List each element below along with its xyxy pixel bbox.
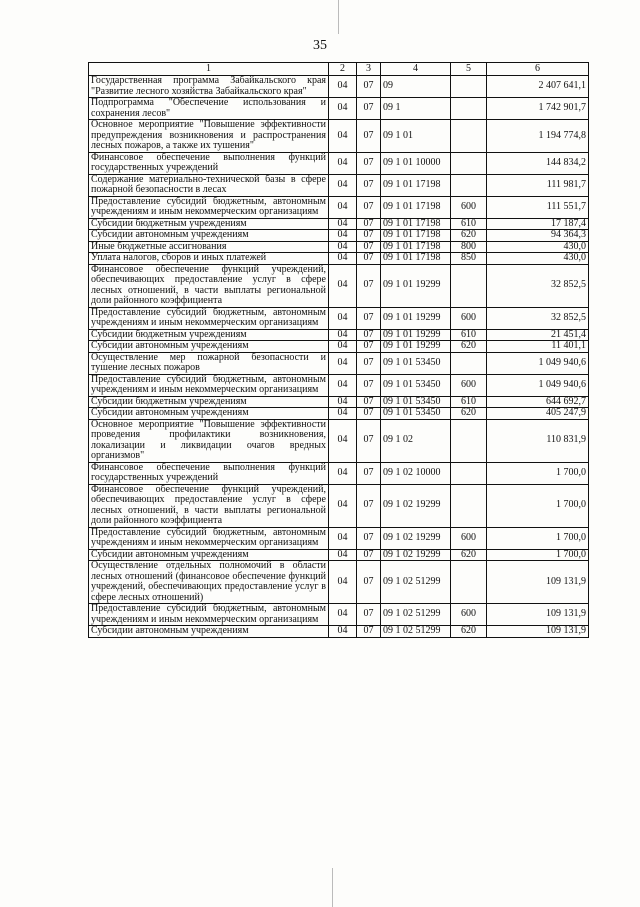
table-row xyxy=(89,352,589,374)
cell-rz: 04 xyxy=(329,419,357,462)
page-number: 35 xyxy=(313,38,327,53)
cell-name: Осуществление мер пожарной безопасности и тушение лесных пожаров xyxy=(89,352,329,374)
cell-name: Предоставление субсидий бюджетным, автономным учреждениям и иным некоммерческим организациям xyxy=(89,307,329,329)
cell-csr: 09 1 01 19299 xyxy=(381,264,451,307)
table-row xyxy=(89,484,589,527)
cell-csr: 09 1 02 19299 xyxy=(381,549,451,561)
cell-vr xyxy=(451,152,487,174)
cell-vr xyxy=(451,561,487,604)
header-col-3: 3 xyxy=(357,63,381,76)
cell-rz: 04 xyxy=(329,374,357,396)
table-row xyxy=(89,626,589,638)
cell-pr: 07 xyxy=(357,341,381,353)
scan-artifact-top xyxy=(338,0,339,34)
table-row xyxy=(89,549,589,561)
cell-sum: 1 742 901,7 xyxy=(487,98,589,120)
cell-vr: 610 xyxy=(451,329,487,341)
header-col-4: 4 xyxy=(381,63,451,76)
cell-sum: 144 834,2 xyxy=(487,152,589,174)
table-row xyxy=(89,396,589,408)
table-row xyxy=(89,76,589,98)
cell-sum: 111 551,7 xyxy=(487,196,589,218)
table-row xyxy=(89,329,589,341)
cell-rz: 04 xyxy=(329,527,357,549)
header-col-2: 2 xyxy=(329,63,357,76)
cell-csr: 09 1 01 17198 xyxy=(381,253,451,265)
cell-name: Государственная программа Забайкальского края "Развитие лесного хозяйства Забайкальского края" xyxy=(89,76,329,98)
table-row xyxy=(89,604,589,626)
cell-pr: 07 xyxy=(357,626,381,638)
cell-sum: 1 194 774,8 xyxy=(487,120,589,153)
cell-name: Финансовое обеспечение выполнения функций государственных учреждений xyxy=(89,462,329,484)
table-row xyxy=(89,341,589,353)
header-col-1: 1 xyxy=(89,63,329,76)
cell-pr: 07 xyxy=(357,396,381,408)
cell-csr: 09 1 01 53450 xyxy=(381,396,451,408)
cell-vr xyxy=(451,174,487,196)
cell-name: Подпрограмма "Обеспечение использования и сохранения лесов" xyxy=(89,98,329,120)
cell-csr: 09 1 02 10000 xyxy=(381,462,451,484)
cell-pr: 07 xyxy=(357,253,381,265)
cell-name: Иные бюджетные ассигнования xyxy=(89,241,329,253)
cell-pr: 07 xyxy=(357,549,381,561)
cell-csr: 09 1 01 53450 xyxy=(381,352,451,374)
table-body xyxy=(89,76,589,638)
cell-sum: 1 700,0 xyxy=(487,549,589,561)
cell-name: Финансовое обеспечение функций учреждений, обеспечивающих предоставление услуг в сфере лесных отношений, в части выплаты региональной доли районного коэффициента xyxy=(89,484,329,527)
cell-sum: 32 852,5 xyxy=(487,264,589,307)
cell-pr: 07 xyxy=(357,419,381,462)
table-row xyxy=(89,253,589,265)
cell-rz: 04 xyxy=(329,352,357,374)
cell-rz: 04 xyxy=(329,396,357,408)
cell-rz: 04 xyxy=(329,408,357,420)
cell-vr: 600 xyxy=(451,307,487,329)
cell-csr: 09 1 xyxy=(381,98,451,120)
cell-vr: 800 xyxy=(451,241,487,253)
cell-csr: 09 1 02 51299 xyxy=(381,561,451,604)
cell-pr: 07 xyxy=(357,307,381,329)
cell-vr: 610 xyxy=(451,396,487,408)
cell-rz: 04 xyxy=(329,264,357,307)
table-row xyxy=(89,196,589,218)
cell-csr: 09 1 01 xyxy=(381,120,451,153)
cell-pr: 07 xyxy=(357,152,381,174)
cell-csr: 09 1 02 19299 xyxy=(381,527,451,549)
cell-rz: 04 xyxy=(329,120,357,153)
cell-pr: 07 xyxy=(357,241,381,253)
cell-pr: 07 xyxy=(357,462,381,484)
cell-sum: 1 049 940,6 xyxy=(487,352,589,374)
cell-name: Субсидии бюджетным учреждениям xyxy=(89,218,329,230)
table-row xyxy=(89,408,589,420)
cell-name: Субсидии автономным учреждениям xyxy=(89,408,329,420)
cell-pr: 07 xyxy=(357,527,381,549)
table-row xyxy=(89,218,589,230)
cell-name: Финансовое обеспечение функций учреждений, обеспечивающих предоставление услуг в сфере лесных отношений, в части выплаты региональной доли районного коэффициента xyxy=(89,264,329,307)
cell-vr: 850 xyxy=(451,253,487,265)
cell-sum: 1 700,0 xyxy=(487,484,589,527)
cell-sum: 111 981,7 xyxy=(487,174,589,196)
cell-vr xyxy=(451,76,487,98)
cell-pr: 07 xyxy=(357,408,381,420)
cell-pr: 07 xyxy=(357,484,381,527)
cell-pr: 07 xyxy=(357,561,381,604)
cell-csr: 09 1 02 19299 xyxy=(381,484,451,527)
cell-name: Субсидии автономным учреждениям xyxy=(89,341,329,353)
cell-csr: 09 1 01 17198 xyxy=(381,230,451,242)
table-row xyxy=(89,264,589,307)
cell-pr: 07 xyxy=(357,174,381,196)
cell-sum: 1 700,0 xyxy=(487,462,589,484)
cell-pr: 07 xyxy=(357,374,381,396)
cell-vr xyxy=(451,462,487,484)
cell-name: Основное мероприятие "Повышение эффективности предупреждения возникновения и распространения лесных пожаров, а также их тушения" xyxy=(89,120,329,153)
cell-csr: 09 1 01 17198 xyxy=(381,174,451,196)
cell-vr xyxy=(451,352,487,374)
cell-sum: 1 700,0 xyxy=(487,527,589,549)
cell-csr: 09 1 01 17198 xyxy=(381,218,451,230)
cell-name: Субсидии автономным учреждениям xyxy=(89,230,329,242)
cell-name: Предоставление субсидий бюджетным, автономным учреждениям и иным некоммерческим организациям xyxy=(89,604,329,626)
header-row xyxy=(89,63,589,76)
table-row xyxy=(89,462,589,484)
cell-csr: 09 1 01 53450 xyxy=(381,408,451,420)
cell-vr: 620 xyxy=(451,341,487,353)
cell-vr: 620 xyxy=(451,549,487,561)
header-col-6: 6 xyxy=(487,63,589,76)
cell-sum: 430,0 xyxy=(487,253,589,265)
table-row xyxy=(89,241,589,253)
cell-sum: 644 692,7 xyxy=(487,396,589,408)
cell-sum: 109 131,9 xyxy=(487,626,589,638)
cell-pr: 07 xyxy=(357,230,381,242)
cell-sum: 2 407 641,1 xyxy=(487,76,589,98)
cell-sum: 21 451,4 xyxy=(487,329,589,341)
budget-table xyxy=(88,62,589,638)
cell-vr: 620 xyxy=(451,626,487,638)
cell-csr: 09 1 01 19299 xyxy=(381,341,451,353)
cell-pr: 07 xyxy=(357,329,381,341)
cell-sum: 109 131,9 xyxy=(487,561,589,604)
cell-rz: 04 xyxy=(329,341,357,353)
cell-sum: 110 831,9 xyxy=(487,419,589,462)
cell-csr: 09 1 01 19299 xyxy=(381,329,451,341)
cell-vr: 620 xyxy=(451,408,487,420)
cell-rz: 04 xyxy=(329,626,357,638)
cell-rz: 04 xyxy=(329,329,357,341)
table-row xyxy=(89,527,589,549)
cell-pr: 07 xyxy=(357,352,381,374)
cell-pr: 07 xyxy=(357,218,381,230)
cell-name: Предоставление субсидий бюджетным, автономным учреждениям и иным некоммерческим организациям xyxy=(89,527,329,549)
cell-rz: 04 xyxy=(329,98,357,120)
cell-rz: 04 xyxy=(329,604,357,626)
cell-rz: 04 xyxy=(329,253,357,265)
cell-name: Уплата налогов, сборов и иных платежей xyxy=(89,253,329,265)
cell-rz: 04 xyxy=(329,561,357,604)
cell-csr: 09 1 01 53450 xyxy=(381,374,451,396)
cell-sum: 17 187,4 xyxy=(487,218,589,230)
cell-csr: 09 1 02 51299 xyxy=(381,626,451,638)
table-row xyxy=(89,561,589,604)
cell-rz: 04 xyxy=(329,241,357,253)
cell-vr: 600 xyxy=(451,374,487,396)
scan-artifact-bottom xyxy=(332,868,333,907)
table-row xyxy=(89,98,589,120)
cell-rz: 04 xyxy=(329,549,357,561)
cell-rz: 04 xyxy=(329,152,357,174)
cell-name: Основное мероприятие "Повышение эффективности проведения профилактики возникновения, локализации и ликвидации очагов вредных организмов" xyxy=(89,419,329,462)
cell-sum: 11 401,1 xyxy=(487,341,589,353)
cell-vr: 620 xyxy=(451,230,487,242)
cell-pr: 07 xyxy=(357,76,381,98)
cell-sum: 430,0 xyxy=(487,241,589,253)
cell-rz: 04 xyxy=(329,462,357,484)
cell-vr xyxy=(451,98,487,120)
table-row xyxy=(89,174,589,196)
cell-vr: 610 xyxy=(451,218,487,230)
cell-name: Субсидии автономным учреждениям xyxy=(89,626,329,638)
cell-name: Содержание материально-технической базы в сфере пожарной безопасности в лесах xyxy=(89,174,329,196)
header-col-5: 5 xyxy=(451,63,487,76)
table-row xyxy=(89,120,589,153)
cell-rz: 04 xyxy=(329,174,357,196)
cell-rz: 04 xyxy=(329,307,357,329)
cell-pr: 07 xyxy=(357,98,381,120)
cell-name: Субсидии автономным учреждениям xyxy=(89,549,329,561)
cell-rz: 04 xyxy=(329,230,357,242)
cell-name: Предоставление субсидий бюджетным, автономным учреждениям и иным некоммерческим организациям xyxy=(89,374,329,396)
table-row xyxy=(89,230,589,242)
cell-pr: 07 xyxy=(357,120,381,153)
cell-rz: 04 xyxy=(329,196,357,218)
cell-csr: 09 1 01 19299 xyxy=(381,307,451,329)
cell-name: Финансовое обеспечение выполнения функций государственных учреждений xyxy=(89,152,329,174)
table-row xyxy=(89,419,589,462)
cell-vr: 600 xyxy=(451,196,487,218)
cell-csr: 09 1 01 17198 xyxy=(381,196,451,218)
cell-vr xyxy=(451,484,487,527)
cell-sum: 109 131,9 xyxy=(487,604,589,626)
cell-vr xyxy=(451,419,487,462)
cell-pr: 07 xyxy=(357,264,381,307)
cell-csr: 09 1 01 17198 xyxy=(381,241,451,253)
cell-vr: 600 xyxy=(451,604,487,626)
table-row xyxy=(89,152,589,174)
cell-sum: 32 852,5 xyxy=(487,307,589,329)
cell-pr: 07 xyxy=(357,196,381,218)
cell-sum: 94 364,3 xyxy=(487,230,589,242)
cell-pr: 07 xyxy=(357,604,381,626)
cell-name: Предоставление субсидий бюджетным, автономным учреждениям и иным некоммерческим организациям xyxy=(89,196,329,218)
cell-sum: 405 247,9 xyxy=(487,408,589,420)
table-row xyxy=(89,307,589,329)
cell-vr: 600 xyxy=(451,527,487,549)
cell-csr: 09 1 02 xyxy=(381,419,451,462)
cell-vr xyxy=(451,120,487,153)
cell-name: Осуществление отдельных полномочий в области лесных отношений (финансовое обеспечение функций учреждений, обеспечивающих предоставление услуг в сфере лесных отношений) xyxy=(89,561,329,604)
table-row xyxy=(89,374,589,396)
cell-rz: 04 xyxy=(329,484,357,527)
cell-rz: 04 xyxy=(329,76,357,98)
cell-vr xyxy=(451,264,487,307)
cell-sum: 1 049 940,6 xyxy=(487,374,589,396)
cell-name: Субсидии бюджетным учреждениям xyxy=(89,329,329,341)
cell-csr: 09 1 02 51299 xyxy=(381,604,451,626)
cell-name: Субсидии бюджетным учреждениям xyxy=(89,396,329,408)
cell-rz: 04 xyxy=(329,218,357,230)
cell-csr: 09 xyxy=(381,76,451,98)
cell-csr: 09 1 01 10000 xyxy=(381,152,451,174)
